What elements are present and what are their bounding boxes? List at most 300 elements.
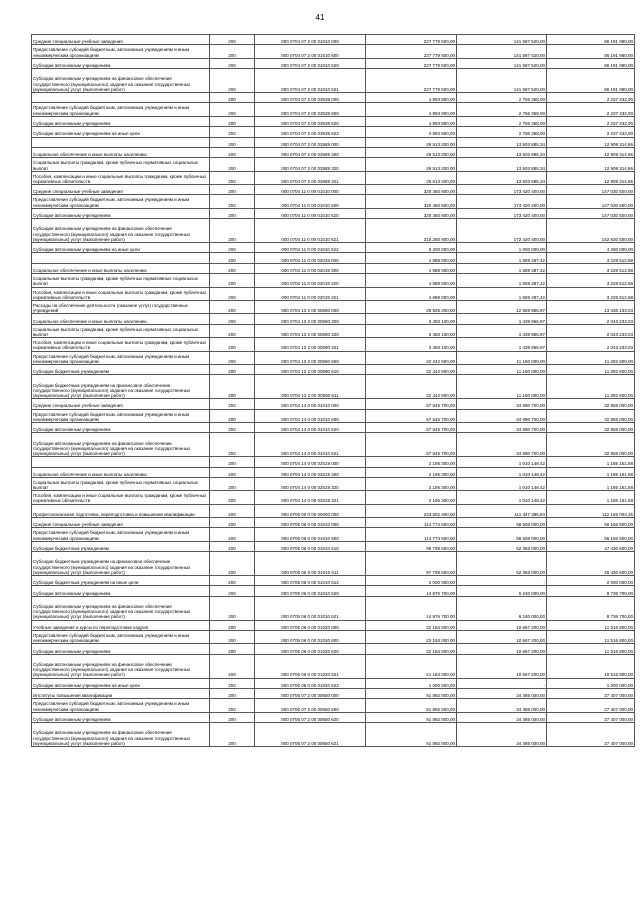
row-unexecuted-amount-cell: 86 191 980,00 [547,45,635,58]
row-executed-amount-cell: 172 420 400,00 [457,219,547,243]
row-unexecuted-amount-cell: 2 237 432,00 [547,116,635,126]
table-row [32,116,635,126]
row-code-cell: 200 [210,171,255,184]
row-unexecuted-amount-cell: 2 237 432,00 [547,103,635,116]
row-approved-amount-cell: 22 442 600,00 [366,351,457,364]
row-classification-code-cell: 000 0704 13 2 00 00590 300 [255,314,366,324]
row-unexecuted-amount-cell: 8 736 700,00 [547,586,635,596]
table-row [32,69,635,93]
row-executed-amount-cell: 34 690 700,00 [457,422,547,432]
row-executed-amount-cell: 10 667 200,00 [457,631,547,644]
row-unexecuted-amount-cell: 45 430 600,00 [547,552,635,576]
row-unexecuted-amount-cell: 3 228 512,58 [547,253,635,263]
row-name-cell: Субсидии автономным учреждениям [32,712,210,722]
row-executed-amount-cell: 11 150 000,00 [457,351,547,364]
row-unexecuted-amount-cell: 1 185 151,58 [547,467,635,477]
row-approved-amount-cell: 227 779 500,00 [366,58,457,68]
row-name-cell: Социальное обеспечение и иные выплаты населению [32,467,210,477]
row-classification-code-cell: 000 0704 11 0 00 01010 620 [255,208,366,218]
table-row [32,375,635,399]
table-row [32,147,635,157]
row-approved-amount-cell: 67 545 700,00 [366,409,457,422]
table-row [32,552,635,576]
row-classification-code-cell: 000 0704 14 0 00 02019 300 [255,467,366,477]
row-approved-amount-cell: 114 774 600,00 [366,528,457,541]
table-row [32,699,635,712]
row-approved-amount-cell: 4 888 000,00 [366,263,457,273]
row-unexecuted-amount-cell: 27 407 000,00 [547,712,635,722]
row-executed-amount-cell: 1 439 866,97 [457,338,547,351]
row-approved-amount-cell: 3 483 100,00 [366,314,457,324]
row-approved-amount-cell: 4 993 800,00 [366,92,457,102]
row-executed-amount-cell: 13 603 885,34 [457,137,547,147]
table-row [32,243,635,253]
table-row [32,528,635,541]
row-unexecuted-amount-cell: 86 191 980,00 [547,35,635,45]
row-name-cell: Субсидии автономным учреждениям [32,422,210,432]
row-executed-amount-cell: 1 000 000,00 [457,243,547,253]
row-code-cell: 200 [210,35,255,45]
row-executed-amount-cell: 6 240 000,00 [457,596,547,620]
row-name-cell: Средние специальные учебные заведения [32,518,210,528]
row-executed-amount-cell: 13 603 885,34 [457,171,547,184]
row-classification-code-cell: 000 0704 11 0 00 01010 000 [255,185,366,195]
row-unexecuted-amount-cell: 27 407 000,00 [547,723,635,747]
row-approved-amount-cell: 67 545 700,00 [366,399,457,409]
row-code-cell: 200 [210,147,255,157]
row-executed-amount-cell: 10 667 200,00 [457,654,547,678]
row-classification-code-cell: 000 0704 11 0 00 01010 621 [255,219,366,243]
row-code-cell: 200 [210,477,255,490]
row-name-cell: Субсидии автономным учреждениям на иные цели [32,127,210,137]
row-executed-amount-cell: 2 756 368,00 [457,92,547,102]
row-unexecuted-amount-cell: 147 030 500,00 [547,185,635,195]
row-approved-amount-cell: 2 000 000,00 [366,576,457,586]
row-executed-amount-cell: 1 010 148,42 [457,457,547,467]
row-executed-amount-cell: 52 368 000,00 [457,541,547,551]
row-classification-code-cell: 000 0704 14 0 00 02019 321 [255,491,366,504]
row-unexecuted-amount-cell: 56 166 600,00 [547,518,635,528]
row-name-cell: Субсидии автономным учреждениям на финансовое обеспечение государственного (муниципального) задания на оказание государственных (муниципальных) услуг (выполнение работ) [32,596,210,620]
row-approved-amount-cell: 99 798 600,00 [366,541,457,551]
row-approved-amount-cell: 67 545 700,00 [366,422,457,432]
row-classification-code-cell: 000 0704 13 2 00 00590 321 [255,338,366,351]
table-row [32,457,635,467]
row-unexecuted-amount-cell: 11 516 800,00 [547,620,635,630]
row-unexecuted-amount-cell: 2 237 432,00 [547,92,635,102]
row-approved-amount-cell: 26 513 200,00 [366,158,457,171]
row-approved-amount-cell: 22 184 000,00 [366,620,457,630]
row-code-cell: 200 [210,699,255,712]
row-code-cell: 200 [210,518,255,528]
row-unexecuted-amount-cell: 27 407 000,00 [547,688,635,698]
row-unexecuted-amount-cell: 11 516 800,00 [547,631,635,644]
row-executed-amount-cell: 13 603 885,34 [457,158,547,171]
row-approved-amount-cell: 315 250 900,00 [366,219,457,243]
row-unexecuted-amount-cell: 10 516 800,00 [547,654,635,678]
row-code-cell: 200 [210,620,255,630]
row-unexecuted-amount-cell: 86 191 980,00 [547,69,635,93]
row-executed-amount-cell: 1 439 866,97 [457,314,547,324]
row-executed-amount-cell: 1 439 866,97 [457,324,547,337]
row-code-cell: 200 [210,364,255,374]
row-code-cell: 200 [210,253,255,263]
row-name-cell [32,457,210,467]
row-executed-amount-cell: 1 010 148,42 [457,477,547,490]
row-code-cell: 200 [210,351,255,364]
row-approved-amount-cell: 227 779 500,00 [366,69,457,93]
row-unexecuted-amount-cell: 11 516 800,00 [547,644,635,654]
row-code-cell: 200 [210,92,255,102]
row-approved-amount-cell: 25 925 200,00 [366,301,457,314]
row-approved-amount-cell: 26 513 200,00 [366,171,457,184]
row-approved-amount-cell: 22 442 600,00 [366,375,457,399]
row-code-cell: 200 [210,654,255,678]
row-unexecuted-amount-cell: 32 855 000,00 [547,422,635,432]
row-code-cell: 200 [210,69,255,93]
row-name-cell [32,253,210,263]
row-executed-amount-cell: 58 608 000,00 [457,528,547,541]
row-name-cell: Социальные выплаты гражданам, кроме публичных нормативных социальных выплат [32,274,210,287]
table-row [32,171,635,184]
row-name-cell: Средние специальные учебные заведения [32,399,210,409]
row-code-cell: 200 [210,158,255,171]
row-classification-code-cell: 000 0704 07 2 00 03589 320 [255,158,366,171]
row-classification-code-cell: 000 0704 07 2 00 03539 622 [255,127,366,137]
row-name-cell: Субсидии автономным учреждениям на финансовое обеспечение государственного (муниципального) задания на оказание государственных (муниципальных) услуг (выполнение работ) [32,654,210,678]
row-classification-code-cell: 000 0704 13 2 00 00590 600 [255,351,366,364]
row-name-cell: Субсидии бюджетным учреждениям [32,541,210,551]
row-approved-amount-cell: 97 798 600,00 [366,552,457,576]
row-classification-code-cell: 000 0705 06 0 00 01020 000 [255,620,366,630]
row-classification-code-cell: 000 0705 06 0 00 01010 620 [255,586,366,596]
row-classification-code-cell: 000 0704 14 0 00 01010 600 [255,409,366,422]
row-unexecuted-amount-cell: 1 185 151,58 [547,477,635,490]
table-row [32,208,635,218]
row-approved-amount-cell: 2 195 300,00 [366,477,457,490]
row-unexecuted-amount-cell: 32 855 000,00 [547,409,635,422]
row-name-cell: Субсидии автономным учреждениям [32,644,210,654]
row-executed-amount-cell: 11 150 000,00 [457,375,547,399]
row-name-cell: Предоставление субсидий бюджетным, автономным учреждениям и иным некоммерческим организациям [32,699,210,712]
row-executed-amount-cell: 1 010 148,42 [457,491,547,504]
row-code-cell: 200 [210,338,255,351]
row-classification-code-cell: 000 0704 13 2 00 00590 320 [255,324,366,337]
row-classification-code-cell: 000 0705 06 0 00 01020 600 [255,631,366,644]
row-approved-amount-cell: 14 976 700,00 [366,586,457,596]
table-row [32,631,635,644]
row-classification-code-cell: 000 0705 06 0 00 01010 611 [255,552,366,576]
row-name-cell: Субсидии автономным учреждениям [32,116,210,126]
row-classification-code-cell: 000 0704 07 2 00 03539 000 [255,92,366,102]
table-row [32,314,635,324]
row-classification-code-cell: 000 0704 07 2 00 01010 600 [255,45,366,58]
row-code-cell: 200 [210,409,255,422]
row-code-cell: 200 [210,195,255,208]
row-unexecuted-amount-cell: 2 237 432,00 [547,127,635,137]
table-row [32,491,635,504]
row-name-cell [32,92,210,102]
row-classification-code-cell: 000 0704 11 0 00 02019 320 [255,274,366,287]
row-executed-amount-cell: 1 659 487,42 [457,274,547,287]
row-approved-amount-cell: 61 892 000,00 [366,712,457,722]
row-classification-code-cell: 000 0704 07 2 00 01010 000 [255,35,366,45]
row-code-cell: 200 [210,433,255,457]
row-executed-amount-cell: 13 603 885,34 [457,147,547,157]
row-approved-amount-cell: 61 892 000,00 [366,723,457,747]
row-unexecuted-amount-cell: 12 909 314,66 [547,137,635,147]
row-name-cell: Предоставление субсидий бюджетным, автономным учреждениям и иным некоммерческим организациям [32,351,210,364]
row-code-cell: 200 [210,457,255,467]
row-executed-amount-cell: 1 659 487,42 [457,253,547,263]
row-code-cell: 200 [210,712,255,722]
table-row [32,576,635,586]
row-approved-amount-cell: 1 000 000,00 [366,678,457,688]
row-code-cell: 200 [210,586,255,596]
row-approved-amount-cell: 2 195 300,00 [366,491,457,504]
row-unexecuted-amount-cell: 2 000 000,00 [547,576,635,586]
row-executed-amount-cell: 58 608 000,00 [457,518,547,528]
row-unexecuted-amount-cell: 13 336 133,03 [547,301,635,314]
row-unexecuted-amount-cell: 12 909 314,66 [547,171,635,184]
row-code-cell: 200 [210,528,255,541]
row-unexecuted-amount-cell: 2 043 233,03 [547,338,635,351]
row-unexecuted-amount-cell: 1 185 151,58 [547,491,635,504]
row-name-cell: Субсидии автономным учреждениям [32,208,210,218]
row-classification-code-cell: 000 0704 07 2 00 01010 620 [255,58,366,68]
row-executed-amount-cell: 141 587 520,00 [457,69,547,93]
row-code-cell: 200 [210,576,255,586]
row-approved-amount-cell: 320 450 600,00 [366,208,457,218]
row-unexecuted-amount-cell: 86 191 980,00 [547,58,635,68]
row-unexecuted-amount-cell: 12 909 314,66 [547,158,635,171]
row-executed-amount-cell: 1 659 487,42 [457,263,547,273]
row-executed-amount-cell: 141 587 520,00 [457,58,547,68]
row-classification-code-cell: 000 0705 07 2 00 00650 621 [255,723,366,747]
row-unexecuted-amount-cell: 3 228 512,58 [547,287,635,300]
row-approved-amount-cell: 320 450 600,00 [366,185,457,195]
row-code-cell: 200 [210,263,255,273]
row-executed-amount-cell: 111 347 396,84 [457,504,547,517]
row-name-cell: Субсидии бюджетным учреждениям на финансовое обеспечение государственного (муниципального) задания на оказание государственных (муниципальных) услуг (выполнение работ) [32,375,210,399]
table-row [32,723,635,747]
table-row [32,263,635,273]
row-unexecuted-amount-cell: 3 228 512,58 [547,274,635,287]
row-classification-code-cell: 000 0704 11 0 00 01010 622 [255,243,366,253]
table-row [32,467,635,477]
row-name-cell: Предоставление субсидий бюджетным, автономным учреждениям и иным некоммерческим организациям [32,103,210,116]
row-executed-amount-cell: 2 756 368,00 [457,103,547,116]
row-name-cell: Субсидии бюджетным учреждениям [32,364,210,374]
row-name-cell: Субсидии бюджетным учреждениям на финансовое обеспечение государственного (муниципального) задания на оказание государственных (муниципальных) услуг (выполнение работ) [32,552,210,576]
table-row [32,620,635,630]
row-classification-code-cell: 000 0705 06 0 00 01020 622 [255,678,366,688]
row-code-cell: 200 [210,552,255,576]
row-approved-amount-cell: 22 442 600,00 [366,364,457,374]
row-classification-code-cell: 000 0705 07 2 00 00650 600 [255,699,366,712]
row-code-cell: 200 [210,422,255,432]
table-row [32,422,635,432]
row-classification-code-cell: 000 0705 06 0 00 01010 612 [255,576,366,586]
budget-table [31,34,635,747]
row-unexecuted-amount-cell: 56 166 600,00 [547,528,635,541]
table-row [32,644,635,654]
row-name-cell: Предоставление субсидий бюджетным, автономным учреждениям и иным некоммерческим организациям [32,195,210,208]
table-row [32,92,635,102]
table-row [32,338,635,351]
row-name-cell: Предоставление субсидий бюджетным, автономным учреждениям и иным некоммерческим организациям [32,409,210,422]
row-classification-code-cell: 000 0704 07 2 00 03539 620 [255,116,366,126]
row-name-cell: Пособия, компенсации и иные социальные выплаты гражданам, кроме публичных нормативных обязательств [32,338,210,351]
row-code-cell: 200 [210,45,255,58]
row-name-cell: Субсидии автономным учреждениям на иные цели [32,678,210,688]
row-classification-code-cell: 000 0704 13 2 00 00590 610 [255,364,366,374]
row-executed-amount-cell: 10 667 200,00 [457,620,547,630]
row-name-cell [32,137,210,147]
row-executed-amount-cell: 141 587 520,00 [457,35,547,45]
row-name-cell: Социальное обеспечение и иные выплаты населению [32,147,210,157]
row-classification-code-cell: 000 0704 11 0 00 02019 300 [255,263,366,273]
row-name-cell: Средние специальные учебные заведения [32,185,210,195]
row-classification-code-cell: 000 0705 07 2 00 00650 620 [255,712,366,722]
table-row [32,158,635,171]
row-approved-amount-cell: 227 779 500,00 [366,45,457,58]
table-row [32,477,635,490]
row-classification-code-cell: 000 0704 07 2 00 03589 321 [255,171,366,184]
row-unexecuted-amount-cell: 4 200 000,00 [547,243,635,253]
row-classification-code-cell: 000 0704 13 2 00 00590 000 [255,301,366,314]
row-name-cell: Институты повышения квалификации [32,688,210,698]
table-row [32,409,635,422]
row-executed-amount-cell: 34 690 700,00 [457,409,547,422]
row-approved-amount-cell: 26 513 200,00 [366,147,457,157]
row-classification-code-cell: 000 0704 14 0 00 01010 620 [255,422,366,432]
table-row [32,688,635,698]
table-row [32,137,635,147]
row-unexecuted-amount-cell: 142 830 500,00 [547,219,635,243]
row-code-cell: 200 [210,541,255,551]
row-code-cell: 200 [210,491,255,504]
row-name-cell: Субсидии автономным учреждениям [32,58,210,68]
row-executed-amount-cell: 2 756 368,00 [457,116,547,126]
row-code-cell: 200 [210,185,255,195]
row-executed-amount-cell: 12 589 866,97 [457,301,547,314]
row-approved-amount-cell: 26 513 200,00 [366,137,457,147]
row-unexecuted-amount-cell: 2 043 233,03 [547,324,635,337]
row-code-cell: 200 [210,375,255,399]
row-code-cell: 200 [210,219,255,243]
row-executed-amount-cell: 141 587 520,00 [457,45,547,58]
row-name-cell: Субсидии бюджетным учреждениям на иные цели [32,576,210,586]
table-row [32,127,635,137]
row-name-cell: Пособия, компенсации и иные социальные выплаты гражданам, кроме публичных нормативных обязательств [32,287,210,300]
row-classification-code-cell: 000 0704 14 0 00 01010 621 [255,433,366,457]
row-unexecuted-amount-cell: 32 855 000,00 [547,433,635,457]
row-classification-code-cell: 000 0705 07 2 00 00650 000 [255,688,366,698]
row-approved-amount-cell: 4 888 000,00 [366,253,457,263]
table-row [32,103,635,116]
row-code-cell: 200 [210,723,255,747]
row-executed-amount-cell: 2 756 368,00 [457,127,547,137]
row-name-cell: Социальные выплаты гражданам, кроме публичных нормативных социальных выплат [32,324,210,337]
row-approved-amount-cell: 3 483 100,00 [366,338,457,351]
row-name-cell: Субсидии автономным учреждениям на иные цели [32,243,210,253]
table-row [32,324,635,337]
row-unexecuted-amount-cell: 27 407 000,00 [547,699,635,712]
row-code-cell: 200 [210,287,255,300]
row-unexecuted-amount-cell: 147 030 500,00 [547,195,635,208]
row-approved-amount-cell: 22 184 000,00 [366,644,457,654]
table-row [32,433,635,457]
row-classification-code-cell: 000 0705 06 0 00 01020 620 [255,644,366,654]
row-code-cell: 200 [210,127,255,137]
row-unexecuted-amount-cell: 11 292 600,00 [547,364,635,374]
row-executed-amount-cell: 173 420 400,00 [457,195,547,208]
row-code-cell: 200 [210,116,255,126]
table-row [32,364,635,374]
row-unexecuted-amount-cell: 11 292 600,00 [547,375,635,399]
row-executed-amount-cell: 34 485 000,00 [457,688,547,698]
row-approved-amount-cell: 67 545 700,00 [366,433,457,457]
row-approved-amount-cell: 223 502 400,00 [366,504,457,517]
row-executed-amount-cell: 11 150 000,00 [457,364,547,374]
row-executed-amount-cell: 34 690 700,00 [457,433,547,457]
row-approved-amount-cell: 22 184 000,00 [366,631,457,644]
table-row [32,195,635,208]
row-executed-amount-cell: - [457,576,547,586]
row-code-cell: 200 [210,688,255,698]
row-classification-code-cell: 000 0704 11 0 00 01010 600 [255,195,366,208]
row-name-cell: Социальные выплаты гражданам, кроме публичных нормативных социальных выплат [32,158,210,171]
table-row [32,301,635,314]
row-approved-amount-cell: 4 888 000,00 [366,287,457,300]
row-name-cell: Субсидии автономным учреждениям [32,586,210,596]
table-row [32,399,635,409]
row-classification-code-cell: 000 0704 14 0 00 02019 320 [255,477,366,490]
row-code-cell: 200 [210,631,255,644]
row-name-cell: Пособия, компенсации и иные социальные выплаты гражданам, кроме публичных нормативных обязательств [32,171,210,184]
row-approved-amount-cell: 320 450 600,00 [366,195,457,208]
row-code-cell: 200 [210,596,255,620]
table-row [32,712,635,722]
row-code-cell: 200 [210,58,255,68]
row-approved-amount-cell: 4 993 800,00 [366,127,457,137]
row-executed-amount-cell: 34 485 000,00 [457,723,547,747]
row-classification-code-cell: 000 0705 00 0 00 00000 000 [255,504,366,517]
table-row [32,287,635,300]
table-row [32,253,635,263]
row-executed-amount-cell: 173 420 400,00 [457,185,547,195]
row-code-cell: 200 [210,324,255,337]
row-name-cell: Учебные заведения и курсы по переподготовке кадров [32,620,210,630]
row-approved-amount-cell: 4 888 000,00 [366,274,457,287]
row-name-cell: Субсидии автономным учреждениям на финансовое обеспечение государственного (муниципального) задания на оказание государственных (муниципальных) услуг (выполнение работ) [32,69,210,93]
table-row [32,185,635,195]
row-executed-amount-cell: 173 420 400,00 [457,208,547,218]
row-classification-code-cell: 000 0704 11 0 00 02019 000 [255,253,366,263]
row-unexecuted-amount-cell: 1 185 151,58 [547,457,635,467]
row-name-cell: Предоставление субсидий бюджетным, автономным учреждениям и иным некоммерческим организациям [32,631,210,644]
row-approved-amount-cell: 2 195 300,00 [366,467,457,477]
table-row [32,596,635,620]
row-name-cell: Предоставление субсидий бюджетным, автономным учреждениям и иным некоммерческим организациям [32,528,210,541]
row-code-cell: 200 [210,467,255,477]
row-name-cell: Профессиональная подготовка, переподготовка и повышение квалификации [32,504,210,517]
row-classification-code-cell: 000 0704 07 2 00 01010 621 [255,69,366,93]
row-approved-amount-cell: 4 993 800,00 [366,116,457,126]
row-code-cell: 200 [210,274,255,287]
row-code-cell: 200 [210,678,255,688]
